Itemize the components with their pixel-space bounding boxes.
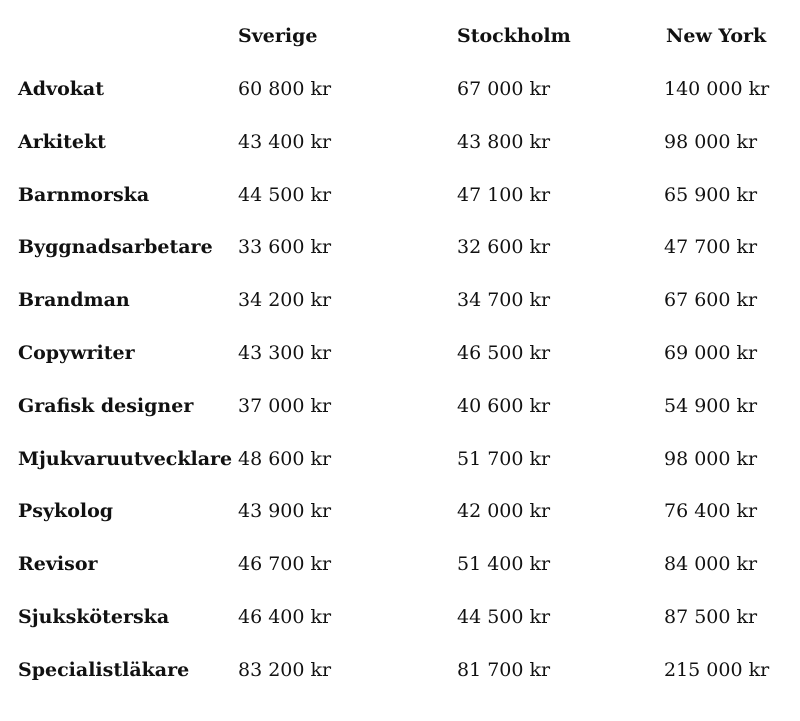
salary-value: 48 600 kr — [238, 447, 332, 470]
salary-value: 37 000 kr — [238, 394, 332, 417]
row-label: Specialistläkare — [18, 658, 190, 681]
row-label: Sjuksköterska — [18, 606, 170, 628]
salary-value: 81 700 kr — [457, 658, 551, 681]
salary-value: 84 000 kr — [664, 553, 758, 576]
salary-value: 65 900 kr — [664, 183, 758, 206]
salary-value: 34 200 kr — [238, 289, 332, 312]
row-label: Arkitekt — [18, 130, 106, 153]
salary-value: 43 300 kr — [238, 342, 332, 364]
salary-value: 51 700 kr — [457, 447, 551, 470]
salary-value: 42 000 kr — [457, 500, 551, 523]
column-header: Sverige — [238, 25, 318, 47]
salary-value: 32 600 kr — [457, 236, 551, 259]
row-label: Barnmorska — [18, 183, 150, 206]
salary-value: 67 600 kr — [664, 289, 758, 312]
salary-value: 40 600 kr — [457, 394, 551, 417]
salary-value: 47 100 kr — [457, 183, 551, 206]
row-label: Grafisk designer — [18, 394, 194, 417]
row-label: Psykolog — [18, 500, 114, 523]
salary-value: 44 500 kr — [457, 606, 551, 628]
salary-value: 76 400 kr — [664, 500, 758, 523]
salary-value: 69 000 kr — [664, 342, 758, 364]
salary-value: 51 400 kr — [457, 553, 551, 576]
salary-value: 215 000 kr — [664, 658, 770, 681]
salary-value: 33 600 kr — [238, 236, 332, 259]
salary-value: 47 700 kr — [664, 236, 758, 259]
salary-value: 98 000 kr — [664, 447, 758, 470]
salary-value: 43 400 kr — [238, 130, 332, 153]
salary-value: 44 500 kr — [238, 183, 332, 206]
salary-value: 43 800 kr — [457, 130, 551, 153]
row-label: Copywriter — [18, 342, 135, 364]
column-header: New York — [666, 25, 767, 47]
row-label: Revisor — [18, 553, 98, 576]
salary-value: 34 700 kr — [457, 289, 551, 312]
row-label: Brandman — [18, 289, 130, 312]
salary-value: 46 700 kr — [238, 553, 332, 576]
salary-value: 140 000 kr — [664, 78, 770, 100]
salary-value: 60 800 kr — [238, 78, 332, 100]
salary-value: 54 900 kr — [664, 394, 758, 417]
salary-value: 46 400 kr — [238, 606, 332, 628]
salary-value: 46 500 kr — [457, 342, 551, 364]
row-label: Mjukvaruutvecklare — [18, 447, 233, 470]
salary-value: 87 500 kr — [664, 606, 758, 628]
column-header: Stockholm — [457, 25, 571, 47]
salary-value: 67 000 kr — [457, 78, 551, 100]
salary-value: 98 000 kr — [664, 130, 758, 153]
row-label: Advokat — [18, 78, 104, 100]
salary-value: 83 200 kr — [238, 658, 332, 681]
row-label: Byggnadsarbetare — [18, 236, 213, 259]
salary-value: 43 900 kr — [238, 500, 332, 523]
